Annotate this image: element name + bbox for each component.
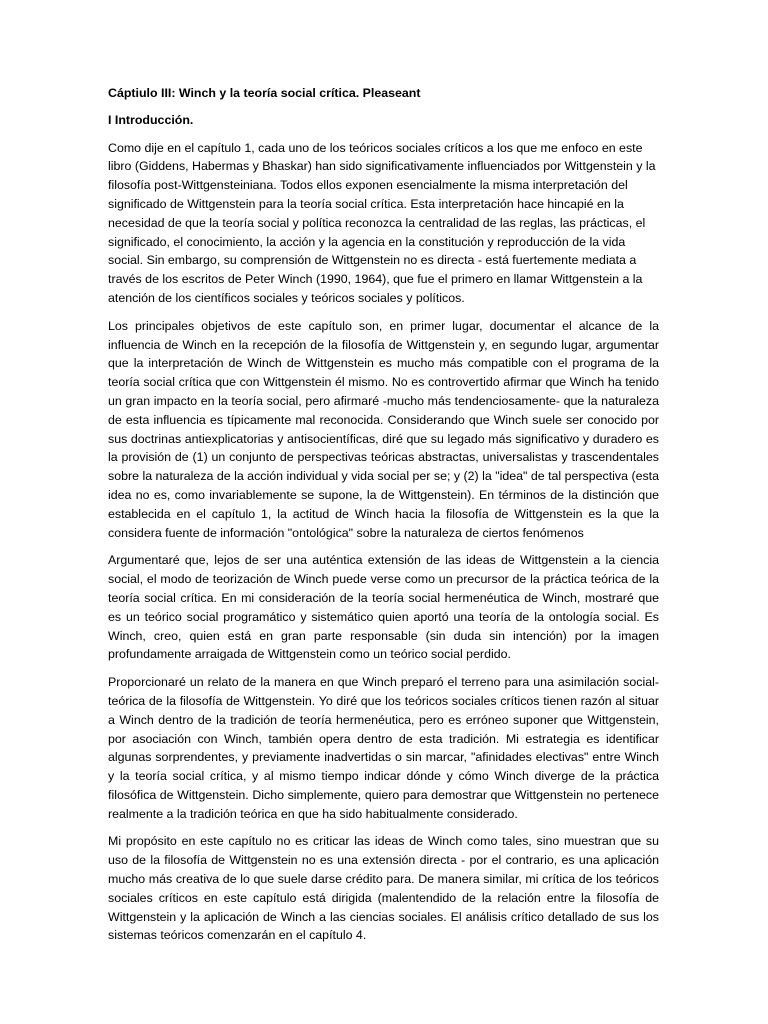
paragraph-1: Como dije en el capítulo 1, cada uno de los teóricos sociales críticos a los que me enfoco en este libro (Giddens, Habermas y Bhaskar) han sido significativamente influenciados por Wittgenstein y la filosofía post-Wittgensteiniana. Todos ellos exponen esencialmente la misma interpretación del significado de Wittgenstein para la teoría social crítica. Esta interpretación hace hincapié en la necesidad de que la teoría social y política reconozca la centralidad de las reglas, las prácticas, el significado, el conocimiento, la acción y la agencia en la constitución y reproducción de la vida social. Sin embargo, su comprensión de Wittgenstein no es directa - está fuertemente mediata a través de los escritos de Peter Winch (1990, 1964), que fue el primero en llamar Wittgenstein a la atención de los científicos sociales y teóricos sociales y políticos. bbox=[108, 140, 656, 305]
paragraph-3: Argumentaré que, lejos de ser una auténtica extensión de las ideas de Wittgenstein a la ciencia social, el modo de teorización de Winch puede verse como un precursor de la práctica teórica de la teoría social crítica. En mi consideración de la teoría social hermenéutica de Winch, mostraré que es un teórico social programático y sistemático quien aportó una teoría de la ontología social. Es Winch, creo, quien está en gran parte responsable (sin duda sin intención) por la imagen profundamente arraigada de Wittgenstein como un teórico social perdido. bbox=[108, 553, 659, 662]
document-page bbox=[108, 84, 659, 954]
section-heading: I Introducción. bbox=[108, 112, 194, 127]
chapter-title: Cáptiulo III: Winch y la teoría social crítica. Pleaseant bbox=[108, 86, 421, 100]
paragraph-5: Mi propósito en este capítulo no es criticar las ideas de Winch como tales, sino muestran que su uso de la filosofía de Wittgenstein no es una extensión directa - por el contrario, es una aplicación mucho más creativa de lo que suele darse crédito para. De manera similar, mi crítica de los teóricos sociales críticos en este capítulo está dirigida (malentendido de la relación entre la filosofía de Wittgenstein y la aplicación de Winch a las ciencias sociales. El análisis crítico detallado de sus los sistemas teóricos comenzarán en el capítulo 4. bbox=[108, 834, 659, 943]
paragraph-4: Proporcionaré un relato de la manera en que Winch preparó el terreno para una asimilación social-teórica de la filosofía de Wittgenstein. Yo diré que los teóricos sociales críticos tienen razón al situar a Winch dentro de la tradición de teoría hermenéutica, pero es erróneo suponer que Wittgenstein, por asociación con Winch, también opera dentro de esta tradición. Mi estrategia es identificar algunas sorprendentes, y previamente inadvertidas o sin marcar, "afinidades electivas" entre Winch y la teoría social crítica, y al mismo tiempo indicar dónde y cómo Winch diverge de la práctica filosófica de Wittgenstein. Dicho simplemente, quiero para demostrar que Wittgenstein no pertenece realmente a la tradición teórica en que ha sido habitualmente considerado. bbox=[108, 675, 659, 821]
paragraph-2: Los principales objetivos de este capítulo son, en primer lugar, documentar el alcance de la influencia de Winch en la recepción de la filosofía de Wittgenstein y, en segundo lugar, argumentar que la interpretación de Winch de Wittgenstein es mucho más compatible con el programa de la teoría social crítica que con Wittgenstein él mismo. No es controvertido afirmar que Winch ha tenido un gran impacto en la teoría social, pero afirmaré -mucho más tendenciosamente- que la naturaleza de esta influencia es típicamente mal reconocida. Considerando que Winch suele ser conocido por sus doctrinas antiexplicatorias y antisocientíficas, diré que su legado más significativo y duradero es la provisión de (1) un conjunto de perspectivas teóricas abstractas, universalistas y trascendentales sobre la naturaleza de la acción individual y vida social per se; y (2) la "idea" de tal perspectiva (esta idea no es, como invariablemente se supone, la de Wittgenstein). En términos de la distinción que establecida en el capítulo 1, la actitud de Winch hacia la filosofía de Wittgenstein es la que la considera fuente de información "ontológica" sobre la naturaleza de ciertos fenómenos bbox=[108, 318, 659, 540]
